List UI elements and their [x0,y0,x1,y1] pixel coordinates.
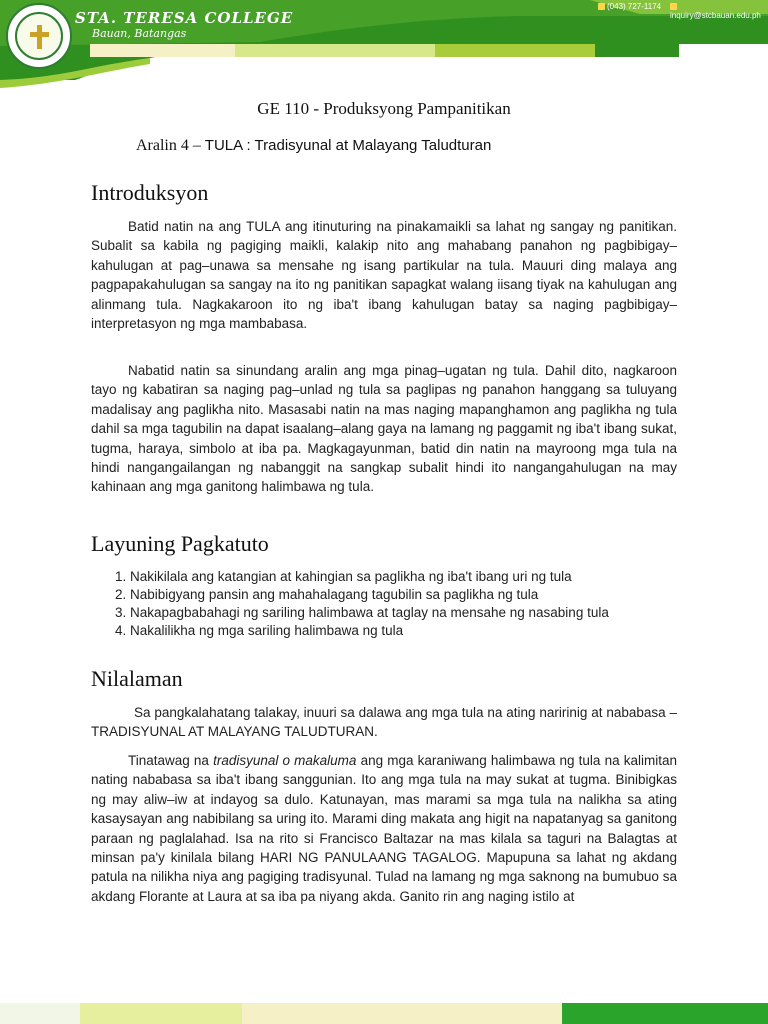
footer-bar [0,1003,768,1024]
p2-rest: ang mga karaniwang halimbawa ng tula na kalimitan nating nababasa sa iba't ibang sanggunian. Ito ang mga tula na may sukat at tugma. Binibigkas ng may aliw–iw at indayog sa dulo. Katunayan, mas marami sa mga tula na nalikha sa ating kasaysayan ang nabibilang sa uring ito. Marami ding makata ang higit na napatanyag sa ganitong paraan ng paglalahad. Isa na rito si Francisco Baltazar na mas kilala sa taguri na Balagtas at minsan pa'y kinilala bilang HARI NG PANULAANG TAGALOG. Mapupuna sa lahat ng akdang patula na nilikha niya ang pagiging tradisyunal. Tulad na lamang ng mga saknong na bumubuo sa akdang Florante at Laura at sa iba pa niyang akda. Ganito rin ang naging istilo at [91,753,678,904]
list-item: 3. Nakapagbabahagi ng sariling halimbawa at taglay na mensahe ng nasabing tula [115,605,609,620]
p2-start: Tinatawag na [128,753,214,768]
phone-text: (043) 727-1174 [607,2,662,11]
phone-contact [598,2,661,11]
heading-nilalaman: Nilalaman [91,666,183,691]
course-title: GE 110 - Produksyong Pampanitikan [257,99,511,118]
phone-icon [598,3,605,10]
college-name: STA. TERESA COLLEGE [75,9,294,27]
email-contact [670,2,768,20]
list-item: 4. Nakalilikha ng mga sariling halimbawa ng tula [115,623,404,638]
email-text: inquiry@stcbauan.edu.ph [670,11,761,20]
heading-introduksyon: Introduksyon [91,180,209,205]
nilalaman-paragraph-1: Sa pangkalahatang talakay, inuuri sa dalawa ang mga tula na ating naririnig at nababasa – TRADISYUNAL AT MALAYANG TALUDTURAN. [91,705,677,740]
lesson-title [136,137,491,155]
mail-icon [670,3,677,10]
intro-paragraph-2: Nabatid natin sa sinundang aralin ang mga pinag–ugatan ng tula. Dahil dito, nagkaroon tayo ng kabatiran sa naging pag–unlad ng tula sa paglipas ng panahon hanggang sa tuluyang madalisay ang paglikha nito. Masasabi natin na mas naging mapanghamon ang paglikha ng tula dahil sa mga tagubilin na dapat isaalang–alang gaya na lamang ng paggamit ng iba't ibang sukat, tugma, haraya, simbolo at iba pa. Magkagayunman, batid din natin na mayroong mga tula na hindi nangangailangan ng nabanggit na sangkap subalit hindi ito nangangahulugan na may kahinaan ang mga ganitong halimbawa ng tula. [91,363,677,495]
college-location: Bauan, Batangas [92,27,187,40]
nilalaman-paragraph-2 [91,751,677,906]
intro-paragraph-1: Batid natin na ang TULA ang itinuturing na pinakamaikli sa lahat ng sangay ng panitikan. Subalit sa kabila ng pagiging maikli, kalakip nito ang mahabang panahon ng pagbibigay–kahulugan at pag–unawa sa mensahe ng isang partikular na tula. Mauuri ding malaya ang pagpapakahulugan sa sangay na ito ng panitikan sapagkat walang iisang tiyak na kahulugan ang alinmang tula. Nagkakaroon ito ng iba't ibang kahulugan batay sa naging pagbibigay–interpretasyon ng mga mambabasa. [91,219,677,332]
objectives-list [115,568,609,640]
lesson-name: TULA : Tradisyunal at Malayang Taludturan [204,137,492,154]
lesson-prefix: Aralin 4 – [136,137,201,154]
p2-italic-term: tradisyunal o makaluma [213,753,357,768]
list-item: 1. Nakikilala ang katangian at kahingian sa paglikha ng iba't ibang uri ng tula [115,569,572,584]
heading-layunin: Layuning Pagkatuto [91,531,269,556]
college-header [0,0,768,90]
list-item: 2. Nabibigyang pansin ang mahahalagang tagubilin sa paglikha ng tula [115,587,539,602]
college-seal-logo [6,3,72,69]
